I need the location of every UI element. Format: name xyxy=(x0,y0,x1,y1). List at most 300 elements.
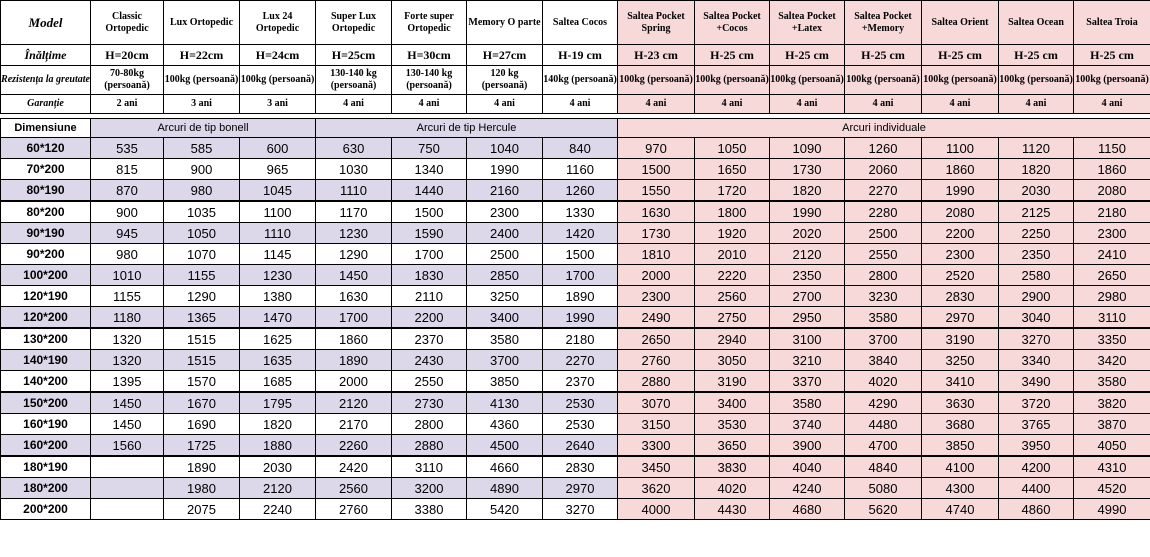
model-load-14: 100kg (persoană) xyxy=(1074,66,1150,95)
price-cell: 3250 xyxy=(922,350,999,371)
price-cell: 1110 xyxy=(316,180,392,202)
table-row xyxy=(1,499,1150,520)
model-name-11: Saltea Pocket +Memory xyxy=(845,1,922,45)
price-cell: 2760 xyxy=(618,350,695,371)
model-name-1: Classic Ortopedic xyxy=(91,1,164,45)
price-cell: 1365 xyxy=(164,307,240,329)
price-cell: 4430 xyxy=(695,499,770,520)
model-load-5: 130-140 kg (persoană) xyxy=(392,66,467,95)
price-cell: 3190 xyxy=(695,371,770,393)
model-height-8: H-23 cm xyxy=(618,45,695,66)
model-height-5: H=30cm xyxy=(392,45,467,66)
price-cell: 2970 xyxy=(543,478,618,499)
price-cell: 3190 xyxy=(922,328,999,350)
price-cell: 1920 xyxy=(695,223,770,244)
price-cell: 585 xyxy=(164,138,240,159)
price-cell: 3650 xyxy=(695,435,770,457)
price-cell: 1630 xyxy=(618,201,695,223)
group-individual: Arcuri individuale xyxy=(618,119,1150,138)
price-cell: 2560 xyxy=(695,286,770,307)
price-cell: 1395 xyxy=(91,371,164,393)
model-name-10: Saltea Pocket +Latex xyxy=(770,1,845,45)
model-height-14: H-25 cm xyxy=(1074,45,1150,66)
price-cell: 2950 xyxy=(770,307,845,329)
price-cell: 3270 xyxy=(543,499,618,520)
price-cell: 1500 xyxy=(543,244,618,265)
dimension-cell: 150*200 xyxy=(1,392,91,414)
price-cell: 1700 xyxy=(392,244,467,265)
table-row xyxy=(1,307,1150,329)
price-cell: 4050 xyxy=(1074,435,1150,457)
model-name-8: Saltea Pocket Spring xyxy=(618,1,695,45)
price-cell: 1155 xyxy=(164,265,240,286)
price-cell: 1290 xyxy=(164,286,240,307)
model-height-1: H=20cm xyxy=(91,45,164,66)
price-cell: 2120 xyxy=(240,478,316,499)
price-cell: 2180 xyxy=(543,328,618,350)
price-cell: 2940 xyxy=(695,328,770,350)
dimension-cell: 90*190 xyxy=(1,223,91,244)
price-cell: 2110 xyxy=(392,286,467,307)
price-cell: 1730 xyxy=(618,223,695,244)
dimension-cell: 180*200 xyxy=(1,478,91,499)
price-cell: 900 xyxy=(164,159,240,180)
price-cell: 4240 xyxy=(770,478,845,499)
price-cell: 1290 xyxy=(316,244,392,265)
model-name-7: Saltea Cocos xyxy=(543,1,618,45)
price-cell: 3250 xyxy=(467,286,543,307)
price-cell: 3820 xyxy=(1074,392,1150,414)
price-cell: 3400 xyxy=(467,307,543,329)
price-cell: 4890 xyxy=(467,478,543,499)
table-row xyxy=(1,138,1150,159)
price-cell: 4360 xyxy=(467,414,543,435)
dimension-cell: 180*190 xyxy=(1,456,91,478)
price-cell: 2500 xyxy=(845,223,922,244)
price-cell: 1590 xyxy=(392,223,467,244)
price-cell: 1860 xyxy=(316,328,392,350)
price-cell: 1450 xyxy=(316,265,392,286)
price-cell: 980 xyxy=(91,244,164,265)
price-cell: 3210 xyxy=(770,350,845,371)
model-load-6: 120 kg (persoană) xyxy=(467,66,543,95)
price-cell: 3580 xyxy=(770,392,845,414)
price-cell: 2850 xyxy=(467,265,543,286)
price-cell: 1670 xyxy=(164,392,240,414)
model-height-3: H=24cm xyxy=(240,45,316,66)
price-cell: 2880 xyxy=(392,435,467,457)
model-warranty-10: 4 ani xyxy=(770,95,845,114)
price-cell: 3450 xyxy=(618,456,695,478)
price-cell: 1120 xyxy=(999,138,1074,159)
price-cell: 2580 xyxy=(999,265,1074,286)
price-cell: 2350 xyxy=(770,265,845,286)
model-load-12: 100kg (persoană) xyxy=(922,66,999,95)
table-row xyxy=(1,159,1150,180)
price-cell: 1230 xyxy=(240,265,316,286)
dimension-cell: 70*200 xyxy=(1,159,91,180)
price-cell: 1320 xyxy=(91,328,164,350)
price-cell: 5620 xyxy=(845,499,922,520)
price-cell: 2170 xyxy=(316,414,392,435)
price-cell: 1470 xyxy=(240,307,316,329)
price-cell: 1690 xyxy=(164,414,240,435)
price-cell: 1720 xyxy=(695,180,770,202)
model-warranty-13: 4 ani xyxy=(999,95,1074,114)
price-cell: 1685 xyxy=(240,371,316,393)
price-cell: 2640 xyxy=(543,435,618,457)
model-name-13: Saltea Ocean xyxy=(999,1,1074,45)
price-cell: 840 xyxy=(543,138,618,159)
price-cell: 1260 xyxy=(845,138,922,159)
price-cell: 1860 xyxy=(922,159,999,180)
price-cell: 1890 xyxy=(543,286,618,307)
model-height-7: H-19 cm xyxy=(543,45,618,66)
price-cell: 630 xyxy=(316,138,392,159)
price-cell: 3830 xyxy=(695,456,770,478)
price-cell: 1330 xyxy=(543,201,618,223)
dimension-cell: 90*200 xyxy=(1,244,91,265)
price-cell: 1440 xyxy=(392,180,467,202)
price-cell: 2420 xyxy=(316,456,392,478)
price-cell: 2180 xyxy=(1074,201,1150,223)
price-cell: 3630 xyxy=(922,392,999,414)
price-cell: 4100 xyxy=(922,456,999,478)
dimension-cell: 140*190 xyxy=(1,350,91,371)
price-cell: 900 xyxy=(91,201,164,223)
model-height-11: H-25 cm xyxy=(845,45,922,66)
model-warranty-7: 4 ani xyxy=(543,95,618,114)
price-cell: 535 xyxy=(91,138,164,159)
price-cell: 2400 xyxy=(467,223,543,244)
model-name-14: Saltea Troia xyxy=(1074,1,1150,45)
price-cell: 2010 xyxy=(695,244,770,265)
price-cell: 1110 xyxy=(240,223,316,244)
price-cell: 2880 xyxy=(618,371,695,393)
table-row xyxy=(1,265,1150,286)
model-load-2: 100kg (persoană) xyxy=(164,66,240,95)
price-cell: 1515 xyxy=(164,328,240,350)
dimension-label: Dimensiune xyxy=(1,119,91,138)
price-cell: 2550 xyxy=(845,244,922,265)
price-cell: 1420 xyxy=(543,223,618,244)
table-row xyxy=(1,328,1150,350)
price-cell: 1230 xyxy=(316,223,392,244)
price-cell: 1820 xyxy=(999,159,1074,180)
price-cell: 3850 xyxy=(467,371,543,393)
price-cell: 3200 xyxy=(392,478,467,499)
price-cell: 2980 xyxy=(1074,286,1150,307)
price-cell: 2410 xyxy=(1074,244,1150,265)
model-warranty-5: 4 ani xyxy=(392,95,467,114)
table-body xyxy=(1,1,1150,520)
price-cell: 2060 xyxy=(845,159,922,180)
price-cell: 3050 xyxy=(695,350,770,371)
price-cell: 2750 xyxy=(695,307,770,329)
price-cell: 3070 xyxy=(618,392,695,414)
price-cell: 1570 xyxy=(164,371,240,393)
price-cell: 4500 xyxy=(467,435,543,457)
price-cell: 3740 xyxy=(770,414,845,435)
price-cell: 3270 xyxy=(999,328,1074,350)
price-cell: 1030 xyxy=(316,159,392,180)
price-cell: 1635 xyxy=(240,350,316,371)
price-cell: 1450 xyxy=(91,392,164,414)
price-cell: 1260 xyxy=(543,180,618,202)
model-warranty-6: 4 ani xyxy=(467,95,543,114)
price-cell: 3370 xyxy=(770,371,845,393)
price-cell: 3580 xyxy=(467,328,543,350)
price-cell: 1700 xyxy=(543,265,618,286)
model-load-8: 100kg (persoană) xyxy=(618,66,695,95)
dimension-cell: 160*200 xyxy=(1,435,91,457)
price-cell: 1380 xyxy=(240,286,316,307)
price-cell: 3110 xyxy=(1074,307,1150,329)
price-cell: 1990 xyxy=(467,159,543,180)
price-cell: 1700 xyxy=(316,307,392,329)
model-height-9: H-25 cm xyxy=(695,45,770,66)
price-cell: 1890 xyxy=(316,350,392,371)
price-cell: 2760 xyxy=(316,499,392,520)
price-cell: 2530 xyxy=(543,392,618,414)
price-cell: 3620 xyxy=(618,478,695,499)
row-load xyxy=(1,66,1150,95)
price-cell: 3765 xyxy=(999,414,1074,435)
price-cell xyxy=(91,478,164,499)
price-cell: 1010 xyxy=(91,265,164,286)
price-cell: 1145 xyxy=(240,244,316,265)
model-warranty-14: 4 ani xyxy=(1074,95,1150,114)
price-cell: 2430 xyxy=(392,350,467,371)
model-name-6: Memory O parte xyxy=(467,1,543,45)
price-cell: 970 xyxy=(618,138,695,159)
price-cell: 2530 xyxy=(543,414,618,435)
load-label: Rezistența la greutate xyxy=(1,66,91,95)
dimension-cell: 120*190 xyxy=(1,286,91,307)
price-cell: 4990 xyxy=(1074,499,1150,520)
price-cell: 1340 xyxy=(392,159,467,180)
price-cell: 2800 xyxy=(392,414,467,435)
table-row xyxy=(1,435,1150,457)
price-cell: 980 xyxy=(164,180,240,202)
price-cell: 4480 xyxy=(845,414,922,435)
price-cell: 3950 xyxy=(999,435,1074,457)
price-cell: 2350 xyxy=(999,244,1074,265)
price-cell: 3410 xyxy=(922,371,999,393)
price-cell: 1100 xyxy=(240,201,316,223)
price-cell: 4860 xyxy=(999,499,1074,520)
model-load-3: 100kg (persoană) xyxy=(240,66,316,95)
dimension-cell: 200*200 xyxy=(1,499,91,520)
price-cell: 1990 xyxy=(770,201,845,223)
model-warranty-4: 4 ani xyxy=(316,95,392,114)
price-cell: 1800 xyxy=(695,201,770,223)
height-label: Înălțime xyxy=(1,45,91,66)
price-cell: 1050 xyxy=(695,138,770,159)
table-row xyxy=(1,180,1150,202)
warranty-label: Garanție xyxy=(1,95,91,114)
price-cell: 1810 xyxy=(618,244,695,265)
price-cell: 1100 xyxy=(922,138,999,159)
model-height-2: H=22cm xyxy=(164,45,240,66)
table-row xyxy=(1,223,1150,244)
dimension-cell: 130*200 xyxy=(1,328,91,350)
price-cell: 750 xyxy=(392,138,467,159)
price-cell: 1990 xyxy=(543,307,618,329)
price-cell: 4840 xyxy=(845,456,922,478)
price-cell: 1795 xyxy=(240,392,316,414)
price-cell: 4300 xyxy=(922,478,999,499)
price-cell: 4740 xyxy=(922,499,999,520)
model-name-2: Lux Ortopedic xyxy=(164,1,240,45)
price-cell xyxy=(91,499,164,520)
price-cell: 3850 xyxy=(922,435,999,457)
dimension-cell: 100*200 xyxy=(1,265,91,286)
price-cell: 1990 xyxy=(922,180,999,202)
price-cell: 2080 xyxy=(922,201,999,223)
price-cell: 2300 xyxy=(1074,223,1150,244)
price-cell: 5420 xyxy=(467,499,543,520)
price-cell: 1170 xyxy=(316,201,392,223)
price-cell: 1040 xyxy=(467,138,543,159)
price-cell: 3870 xyxy=(1074,414,1150,435)
price-cell: 2260 xyxy=(316,435,392,457)
price-cell: 4400 xyxy=(999,478,1074,499)
price-cell: 4660 xyxy=(467,456,543,478)
price-cell: 4020 xyxy=(845,371,922,393)
price-cell: 2125 xyxy=(999,201,1074,223)
price-cell: 3580 xyxy=(1074,371,1150,393)
table-row xyxy=(1,244,1150,265)
table-row xyxy=(1,350,1150,371)
price-cell: 3900 xyxy=(770,435,845,457)
model-height-6: H=27cm xyxy=(467,45,543,66)
dimension-cell: 140*200 xyxy=(1,371,91,393)
price-cell: 2160 xyxy=(467,180,543,202)
row-model xyxy=(1,1,1150,45)
price-cell: 3300 xyxy=(618,435,695,457)
price-cell: 1730 xyxy=(770,159,845,180)
price-cell: 4040 xyxy=(770,456,845,478)
price-cell: 2080 xyxy=(1074,180,1150,202)
price-cell: 2240 xyxy=(240,499,316,520)
model-load-9: 100kg (persoană) xyxy=(695,66,770,95)
price-cell: 1050 xyxy=(164,223,240,244)
price-cell: 2020 xyxy=(770,223,845,244)
model-warranty-11: 4 ani xyxy=(845,95,922,114)
model-label: Model xyxy=(1,1,91,45)
model-height-12: H-25 cm xyxy=(922,45,999,66)
price-cell: 3420 xyxy=(1074,350,1150,371)
model-load-1: 70-80kg (persoană) xyxy=(91,66,164,95)
table-row xyxy=(1,201,1150,223)
price-cell: 1625 xyxy=(240,328,316,350)
price-cell: 2120 xyxy=(770,244,845,265)
price-cell: 2270 xyxy=(845,180,922,202)
price-cell: 2970 xyxy=(922,307,999,329)
group-hercule: Arcuri de tip Hercule xyxy=(316,119,618,138)
model-warranty-1: 2 ani xyxy=(91,95,164,114)
price-cell: 1890 xyxy=(164,456,240,478)
price-cell: 1450 xyxy=(91,414,164,435)
price-cell: 3490 xyxy=(999,371,1074,393)
price-cell: 4520 xyxy=(1074,478,1150,499)
price-cell: 4310 xyxy=(1074,456,1150,478)
model-name-12: Saltea Orient xyxy=(922,1,999,45)
price-cell: 2200 xyxy=(922,223,999,244)
model-warranty-2: 3 ani xyxy=(164,95,240,114)
price-cell: 3230 xyxy=(845,286,922,307)
price-cell: 1630 xyxy=(316,286,392,307)
price-cell: 2030 xyxy=(240,456,316,478)
dimension-cell: 160*190 xyxy=(1,414,91,435)
price-cell: 1650 xyxy=(695,159,770,180)
model-warranty-3: 3 ani xyxy=(240,95,316,114)
price-cell: 1320 xyxy=(91,350,164,371)
price-cell: 4000 xyxy=(618,499,695,520)
model-height-10: H-25 cm xyxy=(770,45,845,66)
price-cell: 1725 xyxy=(164,435,240,457)
price-cell: 1090 xyxy=(770,138,845,159)
group-bonell: Arcuri de tip bonell xyxy=(91,119,316,138)
price-cell: 2500 xyxy=(467,244,543,265)
dimension-cell: 80*200 xyxy=(1,201,91,223)
price-cell: 2280 xyxy=(845,201,922,223)
price-cell: 1980 xyxy=(164,478,240,499)
price-cell: 1820 xyxy=(240,414,316,435)
model-height-13: H-25 cm xyxy=(999,45,1074,66)
price-cell: 1155 xyxy=(91,286,164,307)
price-cell: 1045 xyxy=(240,180,316,202)
price-cell: 3110 xyxy=(392,456,467,478)
price-cell: 2650 xyxy=(618,328,695,350)
price-cell: 1550 xyxy=(618,180,695,202)
price-cell: 2830 xyxy=(543,456,618,478)
price-cell: 4200 xyxy=(999,456,1074,478)
price-cell: 1830 xyxy=(392,265,467,286)
price-cell: 2030 xyxy=(999,180,1074,202)
dimension-cell: 80*190 xyxy=(1,180,91,202)
price-cell: 3350 xyxy=(1074,328,1150,350)
table-row xyxy=(1,392,1150,414)
model-warranty-8: 4 ani xyxy=(618,95,695,114)
price-cell: 2650 xyxy=(1074,265,1150,286)
model-warranty-9: 4 ani xyxy=(695,95,770,114)
price-cell: 4020 xyxy=(695,478,770,499)
price-cell: 2200 xyxy=(392,307,467,329)
table-row xyxy=(1,414,1150,435)
model-load-4: 130-140 kg (persoană) xyxy=(316,66,392,95)
price-cell: 3700 xyxy=(845,328,922,350)
price-cell: 1860 xyxy=(1074,159,1150,180)
table-row xyxy=(1,478,1150,499)
price-cell: 2250 xyxy=(999,223,1074,244)
model-height-4: H=25cm xyxy=(316,45,392,66)
price-cell: 2800 xyxy=(845,265,922,286)
price-cell: 3720 xyxy=(999,392,1074,414)
price-cell: 2300 xyxy=(922,244,999,265)
price-cell: 4290 xyxy=(845,392,922,414)
price-cell: 3150 xyxy=(618,414,695,435)
model-warranty-12: 4 ani xyxy=(922,95,999,114)
price-cell: 2270 xyxy=(543,350,618,371)
price-cell: 2075 xyxy=(164,499,240,520)
price-cell: 2220 xyxy=(695,265,770,286)
price-cell: 2300 xyxy=(467,201,543,223)
dimension-cell: 60*120 xyxy=(1,138,91,159)
price-cell: 3680 xyxy=(922,414,999,435)
price-cell: 2900 xyxy=(999,286,1074,307)
